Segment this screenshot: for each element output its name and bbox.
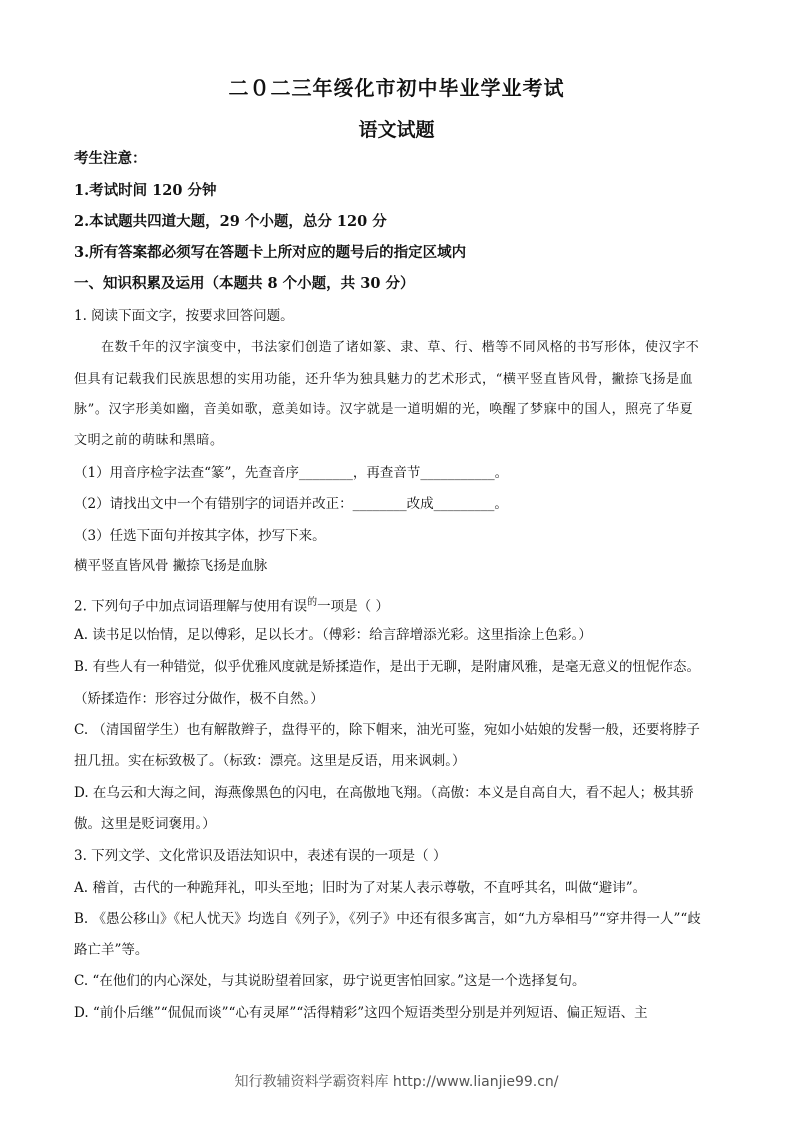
note-item: 1.考试时间 120 分钟 — [74, 182, 217, 199]
question-2-option-d-cont: 傲。这里是贬词褒用。） — [74, 816, 216, 832]
question-2-option-c-cont: 扭几扭。实在标致极了。（标致：漂亮。这里是反语，用来讽刺。） — [74, 753, 466, 769]
question-1-sub-2: （2）请找出文中一个有错别字的词语并改正：________改成_________。 — [74, 496, 508, 512]
question-2-stem-a: 2. 下列句子中加点词语理解与使用有误 — [74, 598, 308, 615]
note-item: 2.本试题共四道大题，29 个小题，总分 120 分 — [74, 213, 387, 230]
passage-line: 文明之前的萌昧和黑暗。 — [74, 433, 224, 448]
exam-subject: 语文试题 — [358, 119, 435, 141]
question-3-option-b: B. 《愚公移山》《杞人忧天》均选自《列子》，《列子》中还有很多寓言，如“九方皋相马”“穿井得一人”“歧 — [74, 911, 701, 927]
question-3-option-d: D. “前仆后继”“侃侃而谈”“心有灵犀”“活得精彩”这四个短语类型分别是并列短语、偏正短语、主 — [74, 1005, 648, 1021]
footer-watermark: 知行教辅资料学霸资料库 http://www.lianjie99.cn/ — [234, 1074, 559, 1090]
question-2-stem-b: 一项是（ ） — [317, 598, 389, 615]
question-2-stem-sup: 的 — [307, 597, 318, 608]
question-1-sub-3: （3）任选下面句并按其字体，抄写下来。 — [74, 528, 326, 544]
passage-line: 但具有记载我们民族思想的实用功能，还升华为独具魅力的艺术形式，“横平竖直皆风骨，撇捺飞扬是血 — [74, 372, 694, 387]
note-item: 3.所有答案都必须写在答题卡上所对应的题号后的指定区域内 — [74, 244, 467, 261]
question-2-option-d: D. 在乌云和大海之间，海燕像黑色的闪电，在高傲地飞翔。（高傲：本义是自高自大，看不起人；极其骄 — [74, 785, 694, 801]
question-2-option-c: C. （清国留学生）也有解散辫子，盘得平的，除下帽来，油光可鉴，宛如小姑娘的发髻一般，还要将脖子 — [74, 722, 700, 738]
question-3-option-b-cont: 路亡羊”等。 — [74, 942, 149, 958]
question-3-option-a: A. 稽首，古代的一种跪拜礼，叩头至地；旧时为了对某人表示尊敬，不直呼其名，叫做“避讳”。 — [74, 880, 647, 896]
copy-sentences: 横平竖直皆风骨 撇捺飞扬是血脉 — [74, 558, 268, 574]
question-3-stem: 3. 下列文学、文化常识及语法知识中，表述有误的一项是（ ） — [74, 848, 447, 864]
question-2-option-a: A. 读书足以怡情，足以傅彩，足以长才。（傅彩：给言辞增添光彩。这里指涂上色彩。） — [74, 627, 592, 643]
section-heading: 一、知识积累及运用（本题共 8 个小题，共 30 分） — [74, 275, 415, 292]
passage-line: 脉”。汉字形美如幽，音美如歌，意美如诗。汉字就是一道明媚的光，唤醒了梦寐中的国人，照亮了华夏 — [74, 402, 694, 417]
question-2-stem — [74, 594, 389, 616]
notes-heading: 考生注意： — [74, 150, 147, 167]
question-2-option-b: B. 有些人有一种错觉，似乎优雅风度就是矫揉造作，是出于无聊，是附庸风雅，是毫无意义的忸怩作态。 — [74, 659, 701, 675]
question-2-option-b-cont: （矫揉造作：形容过分做作，极不自然。） — [74, 691, 324, 707]
exam-title: 二０二三年绥化市初中毕业学业考试 — [228, 76, 565, 100]
question-3-option-c: C. “在他们的内心深处，与其说盼望着回家，毋宁说更害怕回家。”这是一个选择复句。 — [74, 973, 586, 989]
question-1-stem: 1. 阅读下面文字，按要求回答问题。 — [74, 308, 294, 324]
passage-line: 在数千年的汉字演变中，书法家们创造了诸如篆、隶、草、行、楷等不同风格的书写形体，使汉字不 — [101, 340, 700, 355]
question-1-sub-1: （1）用音序检字法查“篆”，先查音序________，再查音节___________。 — [74, 465, 509, 481]
